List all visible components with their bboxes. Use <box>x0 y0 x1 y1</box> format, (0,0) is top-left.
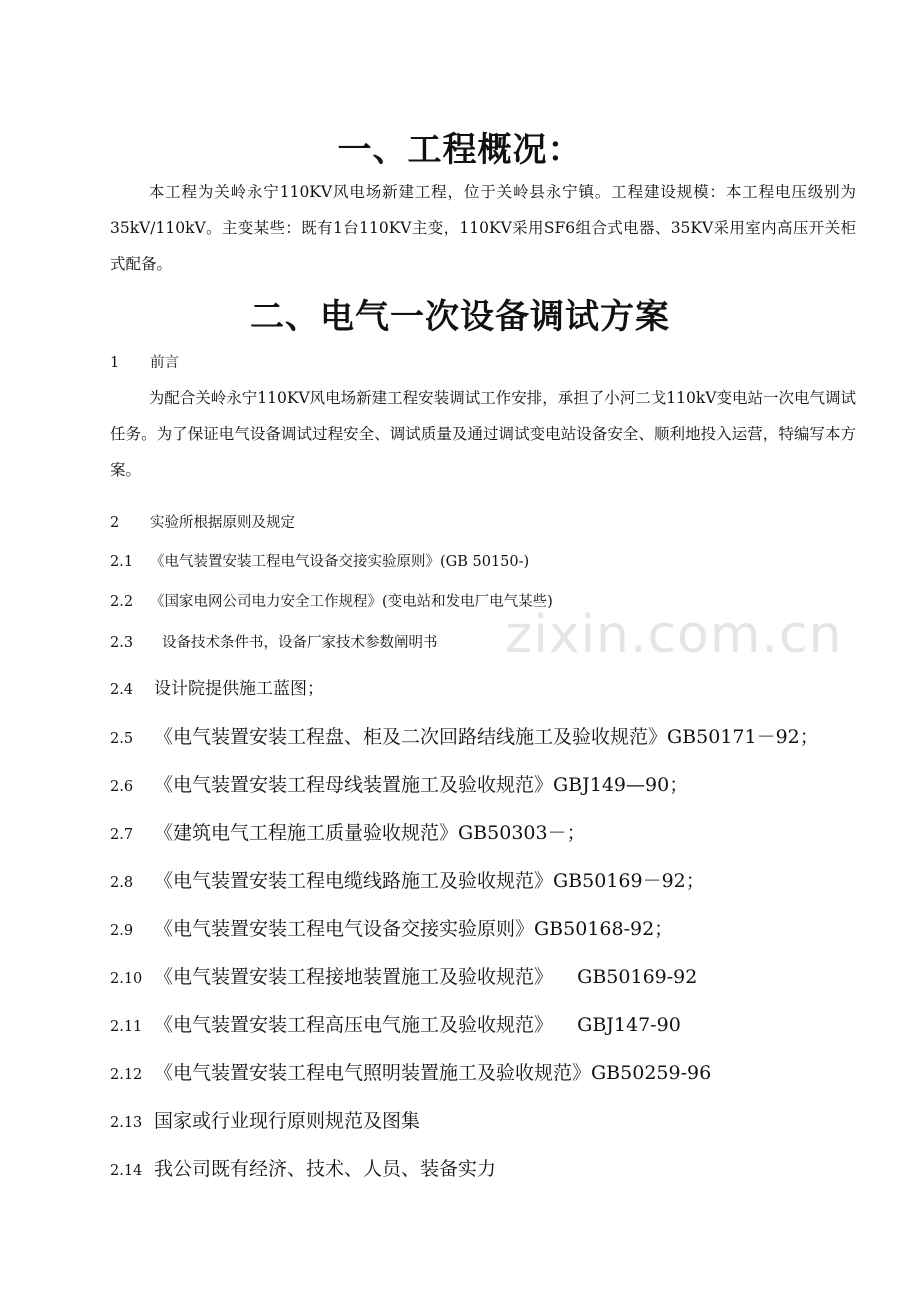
list-item: 2.1 《电气装置安装工程电气设备交接实验原则》(GB 50150-) <box>110 554 530 570</box>
list-item: 2.3 设备技术条件书，设备厂家技术参数阐明书 <box>110 635 438 651</box>
list-item: 2.8 《电气装置安装工程电缆线路施工及验收规范》GB50169－92； <box>110 870 705 892</box>
section1-heading: 一、工程概况： <box>337 130 583 170</box>
basis-line <box>110 511 295 532</box>
list-item: 2.12 《电气装置安装工程电气照明装置施工及验收规范》GB50259-96 <box>110 1062 712 1084</box>
foreword-title: 前言 <box>150 355 179 371</box>
foreword-body: 为配合关岭永宁110KV风电场新建工程安装调试工作安排，承担了小河二戈110kV变电站一次电气调试任务。为了保证电气设备调试过程安全、调试质量及通过调试变电站设备安全、顺利地投入运营，特编写本方案。 <box>110 389 856 479</box>
list-item: 2.14 我公司既有经济、技术、人员、装备实力 <box>110 1158 497 1180</box>
list-item: 2.13 国家或行业现行原则规范及图集 <box>110 1110 421 1132</box>
list-item: 2.9 《电气装置安装工程电气设备交接实验原则》GB50168-92； <box>110 918 674 940</box>
list-item: 2.4 设计院提供施工蓝图； <box>110 679 324 699</box>
list-item: 2.7 《建筑电气工程施工质量验收规范》GB50303－； <box>110 822 586 844</box>
basis-number: 2 <box>110 515 120 531</box>
list-item: 2.11 《电气装置安装工程高压电气施工及验收规范》 GBJ147-90 <box>110 1014 681 1036</box>
list-item: 2.2 《国家电网公司电力安全工作规程》(变电站和发电厂电气某些) <box>110 594 553 610</box>
section1-body: 本工程为关岭永宁110KV风电场新建工程，位于关岭县永宁镇。工程建设规模：本工程电压级别为35kV/110kV。主变某些：既有1台110KV主变，110KV采用SF6组合式电器、35KV采用室内高压开关柜式配备。 <box>110 183 856 273</box>
list-item: 2.6 《电气装置安装工程母线装置施工及验收规范》GBJ149—90； <box>110 774 689 796</box>
foreword-number: 1 <box>110 355 120 371</box>
basis-title: 实验所根据原则及规定 <box>150 515 295 531</box>
list-item: 2.5 《电气装置安装工程盘、柜及二次回路结线施工及验收规范》GB50171－92； <box>110 726 819 748</box>
list-item: 2.10 《电气装置安装工程接地装置施工及验收规范》 GB50169-92 <box>110 966 698 988</box>
section2-heading: 二、电气一次设备调试方案 <box>250 297 670 337</box>
foreword-line <box>110 351 179 372</box>
watermark: zixin.com.cn <box>505 605 843 665</box>
